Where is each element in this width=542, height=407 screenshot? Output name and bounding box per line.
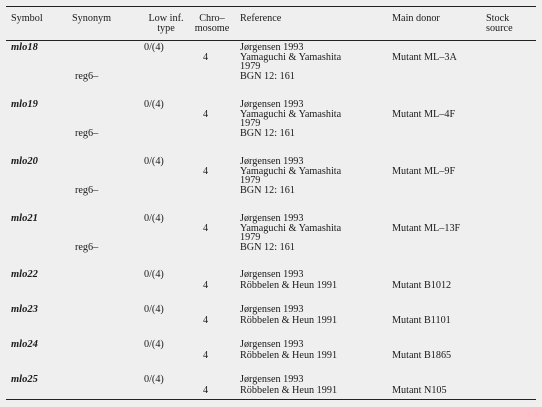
row-symbol: mlo22 <box>11 269 38 280</box>
row-low-inf: 0/(4) <box>144 213 164 224</box>
row-donor: Mutant B1012 <box>392 280 452 291</box>
row-low-inf: 0/(4) <box>144 304 164 315</box>
bottom-rule <box>6 399 536 400</box>
row-ref1: Jørgensen 1993 <box>240 156 304 167</box>
row-chromosome: 4 <box>203 223 209 234</box>
header-main-donor: Main donor <box>392 13 440 24</box>
row-chromosome: 4 <box>203 350 209 361</box>
row-donor: Mutant N105 <box>392 385 447 396</box>
row-ref2-year: 1979 <box>240 61 261 72</box>
row-symbol: mlo19 <box>11 99 38 110</box>
row-chromosome: 4 <box>203 280 209 291</box>
row-donor: Mutant ML–4F <box>392 109 456 120</box>
header-low-inf-line2: type <box>157 22 175 34</box>
row-ref2: Yamaguchi & Yamashita <box>240 109 342 120</box>
header-chromosome-line2: mosome <box>194 22 230 34</box>
top-rule <box>6 6 536 7</box>
row-chromosome: 4 <box>203 109 209 120</box>
header-stock-line2: source <box>486 22 513 34</box>
row-chromosome: 4 <box>203 166 209 177</box>
row-ref1: Jørgensen 1993 <box>240 99 304 110</box>
row-synonym: reg6– <box>75 71 99 82</box>
row-symbol: mlo25 <box>11 374 38 385</box>
row-chromosome: 4 <box>203 315 209 326</box>
row-donor: Mutant B1865 <box>392 350 452 361</box>
row-synonym: reg6– <box>75 185 99 196</box>
row-donor: Mutant B1101 <box>392 315 451 326</box>
row-symbol: mlo20 <box>11 156 38 167</box>
header-low-inf-type <box>136 14 196 33</box>
row-donor: Mutant ML–3A <box>392 52 457 63</box>
row-donor: Mutant ML–13F <box>392 223 461 234</box>
row-symbol: mlo23 <box>11 304 38 315</box>
row-low-inf: 0/(4) <box>144 374 164 385</box>
row-ref1: Jørgensen 1993 <box>240 339 304 350</box>
row-ref2: Yamaguchi & Yamashita <box>240 166 342 177</box>
row-low-inf: 0/(4) <box>144 99 164 110</box>
row-synonym: reg6– <box>75 128 99 139</box>
row-ref1: Jørgensen 1993 <box>240 374 304 385</box>
row-ref2: Röbbelen & Heun 1991 <box>240 385 338 396</box>
row-low-inf: 0/(4) <box>144 42 164 53</box>
row-ref2: Yamaguchi & Yamashita <box>240 223 342 234</box>
header-symbol: Symbol <box>11 13 43 24</box>
row-ref2-year: 1979 <box>240 232 261 243</box>
row-ref2: Yamaguchi & Yamashita <box>240 52 342 63</box>
row-symbol: mlo18 <box>11 42 38 53</box>
row-low-inf: 0/(4) <box>144 156 164 167</box>
row-ref2: Röbbelen & Heun 1991 <box>240 315 338 326</box>
row-ref3: BGN 12: 161 <box>240 242 295 253</box>
row-ref1: Jørgensen 1993 <box>240 213 304 224</box>
header-reference: Reference <box>240 13 282 24</box>
header-stock-source <box>486 14 513 33</box>
row-ref2-year: 1979 <box>240 118 261 129</box>
row-symbol: mlo21 <box>11 213 38 224</box>
header-chromosome <box>189 14 235 33</box>
row-ref1: Jørgensen 1993 <box>240 304 304 315</box>
row-ref3: BGN 12: 161 <box>240 128 295 139</box>
row-ref2: Röbbelen & Heun 1991 <box>240 350 338 361</box>
row-ref2: Röbbelen & Heun 1991 <box>240 280 338 291</box>
row-synonym: reg6– <box>75 242 99 253</box>
header-low-inf-line1: Low inf. <box>148 13 184 24</box>
row-chromosome: 4 <box>203 385 209 396</box>
row-chromosome: 4 <box>203 52 209 63</box>
row-ref3: BGN 12: 161 <box>240 185 295 196</box>
row-donor: Mutant ML–9F <box>392 166 456 177</box>
row-low-inf: 0/(4) <box>144 269 164 280</box>
header-synonym: Synonym <box>72 13 112 24</box>
row-ref1: Jørgensen 1993 <box>240 42 304 53</box>
row-low-inf: 0/(4) <box>144 339 164 350</box>
header-stock-line1: Stock <box>486 13 510 24</box>
row-ref2-year: 1979 <box>240 175 261 186</box>
row-symbol: mlo24 <box>11 339 38 350</box>
header-rule <box>6 40 536 41</box>
row-ref3: BGN 12: 161 <box>240 71 295 82</box>
row-ref1: Jørgensen 1993 <box>240 269 304 280</box>
header-chromosome-line1: Chro– <box>199 13 225 24</box>
